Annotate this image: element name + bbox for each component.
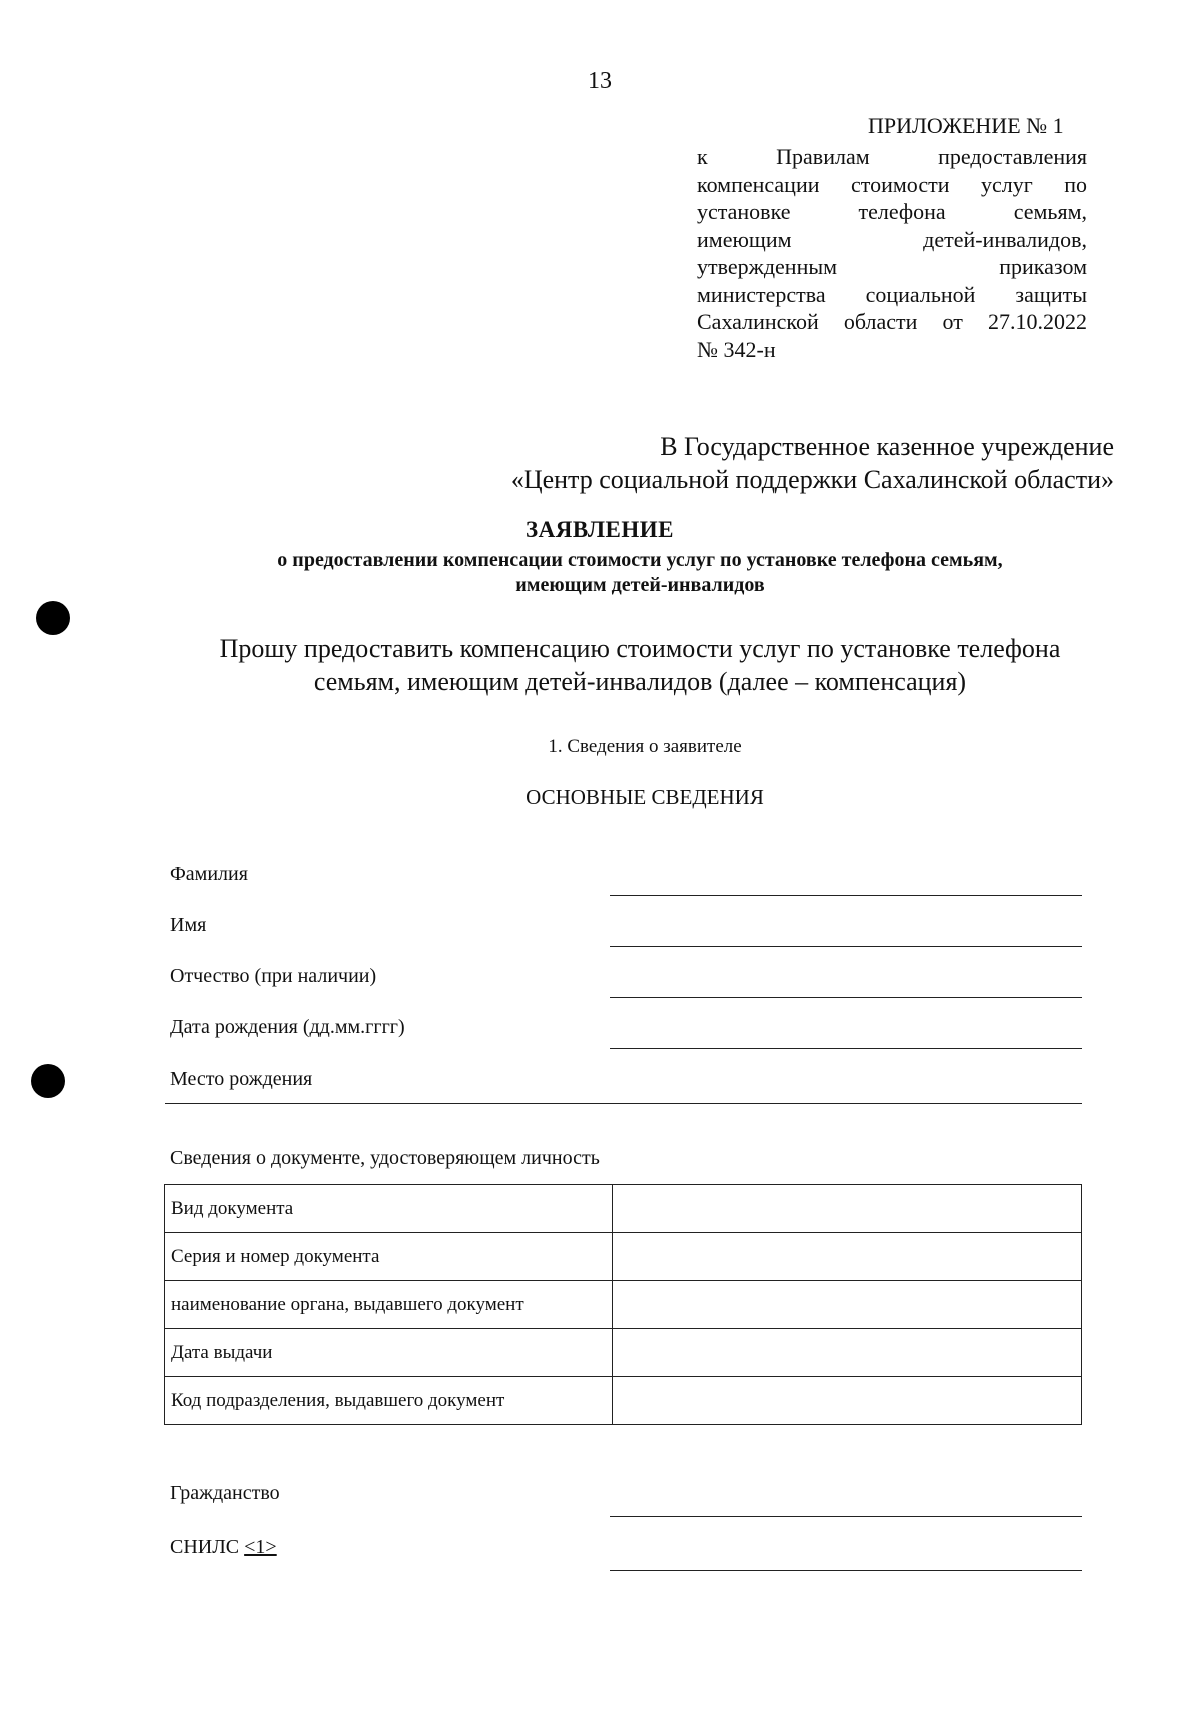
snils-footnote-link[interactable]: <1> xyxy=(244,1536,277,1558)
document-title: ЗАЯВЛЕНИЕ xyxy=(526,517,674,542)
subtitle-line: о предоставлении компенсации стоимости услуг по установке телефона семьям, xyxy=(277,549,1003,571)
table-row-value-cell[interactable] xyxy=(613,1329,1082,1377)
table-row-label: Серия и номер документа xyxy=(165,1233,613,1281)
document-subtitle xyxy=(160,548,1120,598)
punch-hole-mark xyxy=(36,601,70,635)
birth-date-field[interactable] xyxy=(610,1048,1082,1049)
table-row-value-cell[interactable] xyxy=(613,1281,1082,1329)
birth-place-label: Место рождения xyxy=(170,1068,313,1090)
subsection-heading: ОСНОВНЫЕ СВЕДЕНИЯ xyxy=(526,785,764,809)
table-row-label: Дата выдачи xyxy=(165,1329,613,1377)
table-row xyxy=(165,1281,1082,1329)
patronymic-field[interactable] xyxy=(610,997,1082,998)
citizenship-field[interactable] xyxy=(610,1516,1082,1517)
appendix-reference xyxy=(697,143,1087,363)
table-row xyxy=(165,1185,1082,1233)
request-text xyxy=(120,632,1160,698)
table-row-label: Вид документа xyxy=(165,1185,613,1233)
section-heading: 1. Сведения о заявителе xyxy=(548,736,742,757)
appendix-line: № 342-н xyxy=(697,336,776,362)
page-number: 13 xyxy=(588,68,612,94)
subtitle-line: имеющим детей-инвалидов xyxy=(515,574,765,596)
addressee xyxy=(511,430,1114,496)
snils-label: СНИЛС xyxy=(170,1536,240,1558)
birth-date-label: Дата рождения (дд.мм.гггг) xyxy=(170,1016,405,1038)
appendix-line: установке телефона семьям, xyxy=(697,199,1087,224)
appendix-line: компенсации стоимости услуг по xyxy=(697,171,1087,197)
table-row xyxy=(165,1377,1082,1425)
snils-field[interactable] xyxy=(610,1570,1082,1571)
appendix-line: Сахалинской области от 27.10.2022 xyxy=(697,309,1087,334)
citizenship-label: Гражданство xyxy=(170,1482,280,1504)
name-label: Имя xyxy=(170,914,207,936)
patronymic-label: Отчество (при наличии) xyxy=(170,965,377,987)
surname-field[interactable] xyxy=(610,895,1082,896)
table-row-label: наименование органа, выдавшего документ xyxy=(165,1281,613,1329)
appendix-line: министерства социальной защиты xyxy=(697,281,1087,307)
appendix-line: к Правилам предоставления xyxy=(697,144,1087,169)
birth-place-field[interactable] xyxy=(165,1103,1082,1104)
surname-label: Фамилия xyxy=(170,863,248,885)
table-row xyxy=(165,1329,1082,1377)
punch-hole-mark xyxy=(31,1064,65,1098)
request-line: семьям, имеющим детей-инвалидов (далее – компенсация) xyxy=(313,667,967,696)
table-row-label: Код подразделения, выдавшего документ xyxy=(165,1377,613,1425)
appendix-line: имеющим детей-инвалидов, xyxy=(697,226,1087,252)
id-document-caption: Сведения о документе, удостоверяющем личность xyxy=(170,1147,600,1169)
addressee-line: В Государственное казенное учреждение xyxy=(660,432,1114,461)
request-line: Прошу предоставить компенсацию стоимости услуг по установке телефона xyxy=(219,634,1061,663)
addressee-line: «Центр социальной поддержки Сахалинской области» xyxy=(510,465,1114,494)
appendix-title: ПРИЛОЖЕНИЕ № 1 xyxy=(868,113,1064,138)
id-document-table xyxy=(164,1184,1082,1425)
name-field[interactable] xyxy=(610,946,1082,947)
table-row-value-cell[interactable] xyxy=(613,1377,1082,1425)
table-row-value-cell[interactable] xyxy=(613,1185,1082,1233)
table-row-value-cell[interactable] xyxy=(613,1233,1082,1281)
table-row xyxy=(165,1233,1082,1281)
appendix-line: утвержденным приказом xyxy=(697,254,1087,279)
snils-label-group xyxy=(170,1536,277,1559)
